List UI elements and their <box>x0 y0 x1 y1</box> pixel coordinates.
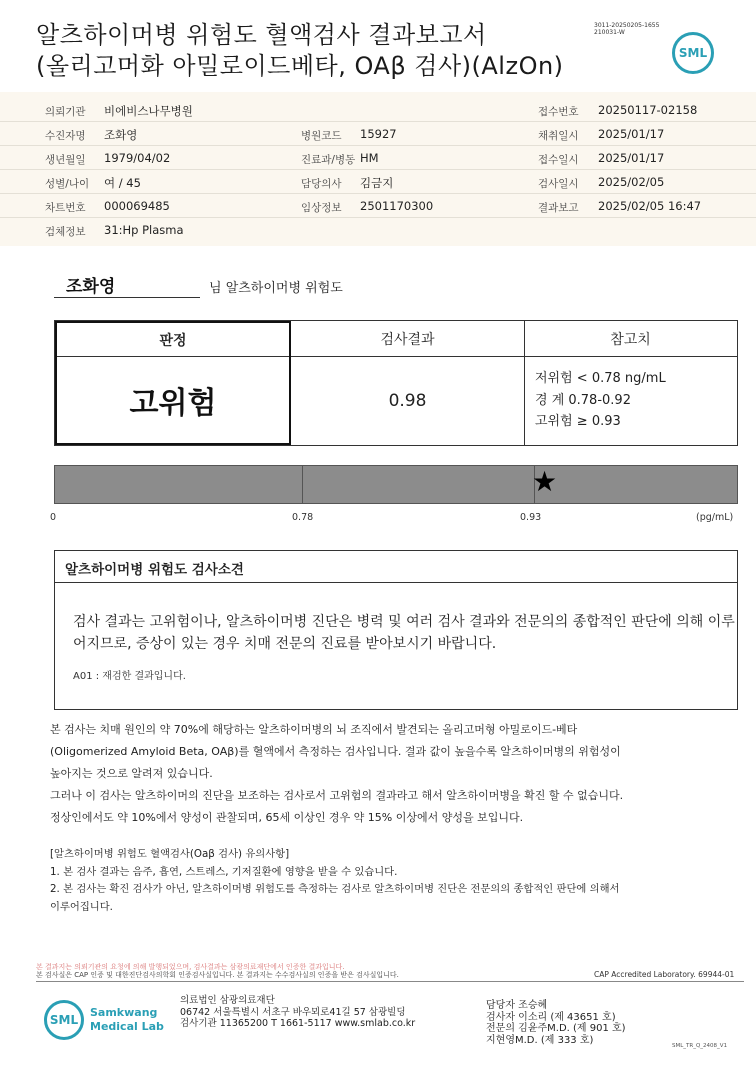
result-table <box>54 320 738 446</box>
risk-scale-bar <box>54 465 738 504</box>
lab-name <box>90 1006 164 1034</box>
reference-low: 저위험 < 0.78 ng/mL <box>535 371 666 386</box>
lab-name-line-2: Medical Lab <box>90 1020 164 1033</box>
staff-line: 전문의 김윤주M.D. (제 901 호) <box>486 1023 626 1034</box>
org-value: 비에비스나무병원 <box>104 104 193 118</box>
footer-note: 본 검사실은 CAP 인증 및 대한진단검사의학회 인증검사실입니다. 본 결과지는 수수검사실의 인증을 받은 검사실입니다. <box>36 971 399 979</box>
description-line: 본 검사는 치매 원인의 약 70%에 해당하는 알츠하이머병의 뇌 조직에서 발견되는 올리고머형 아밀로이드-베타 <box>50 723 578 736</box>
staff-list <box>486 1000 626 1046</box>
dept-label: 진료과/병동 <box>301 154 356 166</box>
judgement-header: 판정 <box>57 323 289 357</box>
info-row <box>0 218 756 242</box>
column-divider <box>524 321 525 445</box>
info-row <box>0 98 756 122</box>
patient-name: 조화영 <box>66 277 116 297</box>
sexage-value: 여 / 45 <box>104 176 141 190</box>
document-code <box>594 22 659 36</box>
clinical-value: 2501170300 <box>360 199 434 213</box>
staff-line: 검사자 이소리 (제 43651 호) <box>486 1011 616 1023</box>
caution-title: [알츠하이머병 위험도 혈액검사(Oaβ 검사) 유의사항] <box>50 848 290 860</box>
lab-name-line-1: Samkwang <box>90 1006 158 1019</box>
report-label: 결과보고 <box>538 202 579 214</box>
sexage-label: 성별/나이 <box>45 178 90 190</box>
recv-label: 접수일시 <box>538 154 579 166</box>
result-value: 0.98 <box>388 391 427 411</box>
scale-label-078: 0.78 <box>292 512 314 523</box>
birth-label: 생년월일 <box>45 154 86 166</box>
hospcode-value: 15927 <box>360 127 397 141</box>
scale-divider-078 <box>302 466 303 503</box>
specimen-value: 31:Hp Plasma <box>104 223 184 237</box>
scale-unit: (pg/mL) <box>696 512 734 523</box>
form-code: SML_TR_Q_2408_V1 <box>672 1043 728 1049</box>
test-description <box>50 719 740 829</box>
staff-line: 담당자 조승혜 <box>486 1000 548 1011</box>
patient-value: 조화영 <box>104 128 138 142</box>
chart-value: 000069485 <box>104 199 170 213</box>
org-label: 의뢰기관 <box>45 106 86 118</box>
description-line: 높아지는 것으로 알려져 있습니다. <box>50 767 213 780</box>
address-line: 검사기관 11365200 T 1661-5117 www.smlab.co.kr <box>180 1018 416 1029</box>
address-line: 의료법인 삼광의료재단 <box>180 995 275 1006</box>
title-line-2: (올리고머화 아밀로이드베타, OAβ 검사)(AlzOn) <box>36 52 564 80</box>
hospcode-label: 병원코드 <box>301 130 342 142</box>
info-row <box>0 170 756 194</box>
reference-high: 고위험 ≥ 0.93 <box>535 414 621 429</box>
footer-red-note: 본 결과지는 의뢰기관의 요청에 의해 발행되었으며, 검사결과는 삼광의료재단에서 인증한 결과입니다. <box>36 963 345 971</box>
caution-item: 1. 본 검사 결과는 음주, 흡연, 스트레스, 기저질환에 영향을 받을 수 있습니다. <box>50 865 398 878</box>
caution-list <box>50 846 740 916</box>
clinical-label: 임상정보 <box>301 202 342 214</box>
description-line: (Oligomerized Amyloid Beta, OAβ)를 혈액에서 측정하는 검사입니다. 결과 값이 높을수록 알츠하이머병의 위험성이 <box>50 745 621 758</box>
doctor-value: 김금지 <box>360 176 394 190</box>
reference-header: 참고치 <box>524 321 737 357</box>
birth-value: 1979/04/02 <box>104 151 171 165</box>
dept-value: HM <box>360 151 379 165</box>
sml-footer-logo-icon: SML <box>44 1000 84 1040</box>
info-row <box>0 122 756 146</box>
test-label: 검사일시 <box>538 178 579 190</box>
footer-divider <box>36 981 744 982</box>
reference-values <box>535 368 666 433</box>
title-line-1: 알츠하이머병 위험도 혈액검사 결과보고서 <box>36 21 487 49</box>
collect-value: 2025/01/17 <box>598 127 665 141</box>
caution-item: 2. 본 검사는 확진 검사가 아닌, 알츠하이머병 위험도를 측정하는 검사로 알츠하이머병 진단은 전문의의 종합적인 판단에 의해서 <box>50 883 620 895</box>
scale-label-min: 0 <box>50 512 57 523</box>
address-line: 06742 서울특별시 서초구 바우뫼로41길 57 삼광빌딩 <box>180 1006 406 1018</box>
doctor-label: 담당의사 <box>301 178 342 190</box>
patient-info-panel <box>0 92 756 246</box>
test-value: 2025/02/05 <box>598 175 665 189</box>
patient-label: 수진자명 <box>45 130 86 142</box>
collect-label: 채취일시 <box>538 130 579 142</box>
recv-value: 2025/01/17 <box>598 151 665 165</box>
report-title <box>36 20 564 82</box>
opinion-text: 검사 결과는 고위험이나, 알츠하이머병 진단은 병력 및 여러 검사 결과와 전문의의 종합적인 판단에 의해 이루어지므로, 증상이 있는 경우 치매 전문의 진료를 받아보시기 바랍니다. <box>73 614 735 652</box>
receipt-value: 20250117-02158 <box>598 103 698 117</box>
staff-line: 지현영M.D. (제 333 호) <box>486 1034 594 1046</box>
scale-label-093: 0.93 <box>520 512 542 523</box>
document-code-line-2: 210031-W <box>594 29 625 36</box>
description-line: 정상인에서도 약 10%에서 양성이 관찰되며, 65세 이상인 경우 약 15% 이상에서 양성을 보입니다. <box>50 811 524 824</box>
receipt-label: 접수번호 <box>538 106 579 118</box>
info-row <box>0 146 756 170</box>
cap-accreditation: CAP Accredited Laboratory. 69944-01 <box>594 970 735 979</box>
result-marker-star-icon: ★ <box>532 465 558 498</box>
lab-address <box>180 995 415 1030</box>
chart-label: 차트번호 <box>45 202 86 214</box>
opinion-note: A01 : 재검한 결과입니다. <box>73 671 186 682</box>
specimen-label: 검체정보 <box>45 226 86 238</box>
reference-mid: 경 계 0.78-0.92 <box>535 392 631 408</box>
result-header: 검사결과 <box>291 321 524 357</box>
description-line: 그러나 이 검사는 알츠하이머의 진단을 보조하는 검사로서 고위험의 결과라고 해서 알츠하이머병을 확진 할 수 없습니다. <box>50 789 624 802</box>
opinion-box <box>54 550 738 710</box>
caution-item: 이루어집니다. <box>50 900 113 913</box>
judgement-value: 고위험 <box>129 386 217 421</box>
name-underline <box>54 297 200 298</box>
judgement-cell <box>55 321 291 445</box>
info-row <box>0 194 756 218</box>
sml-logo-icon: SML <box>672 32 714 74</box>
opinion-header: 알츠하이머병 위험도 검사소견 <box>55 551 737 583</box>
name-suffix: 님 알츠하이머병 위험도 <box>209 281 343 296</box>
document-code-line-1: 3011-20250205-1655 <box>594 22 660 29</box>
report-value: 2025/02/05 16:47 <box>598 199 702 213</box>
